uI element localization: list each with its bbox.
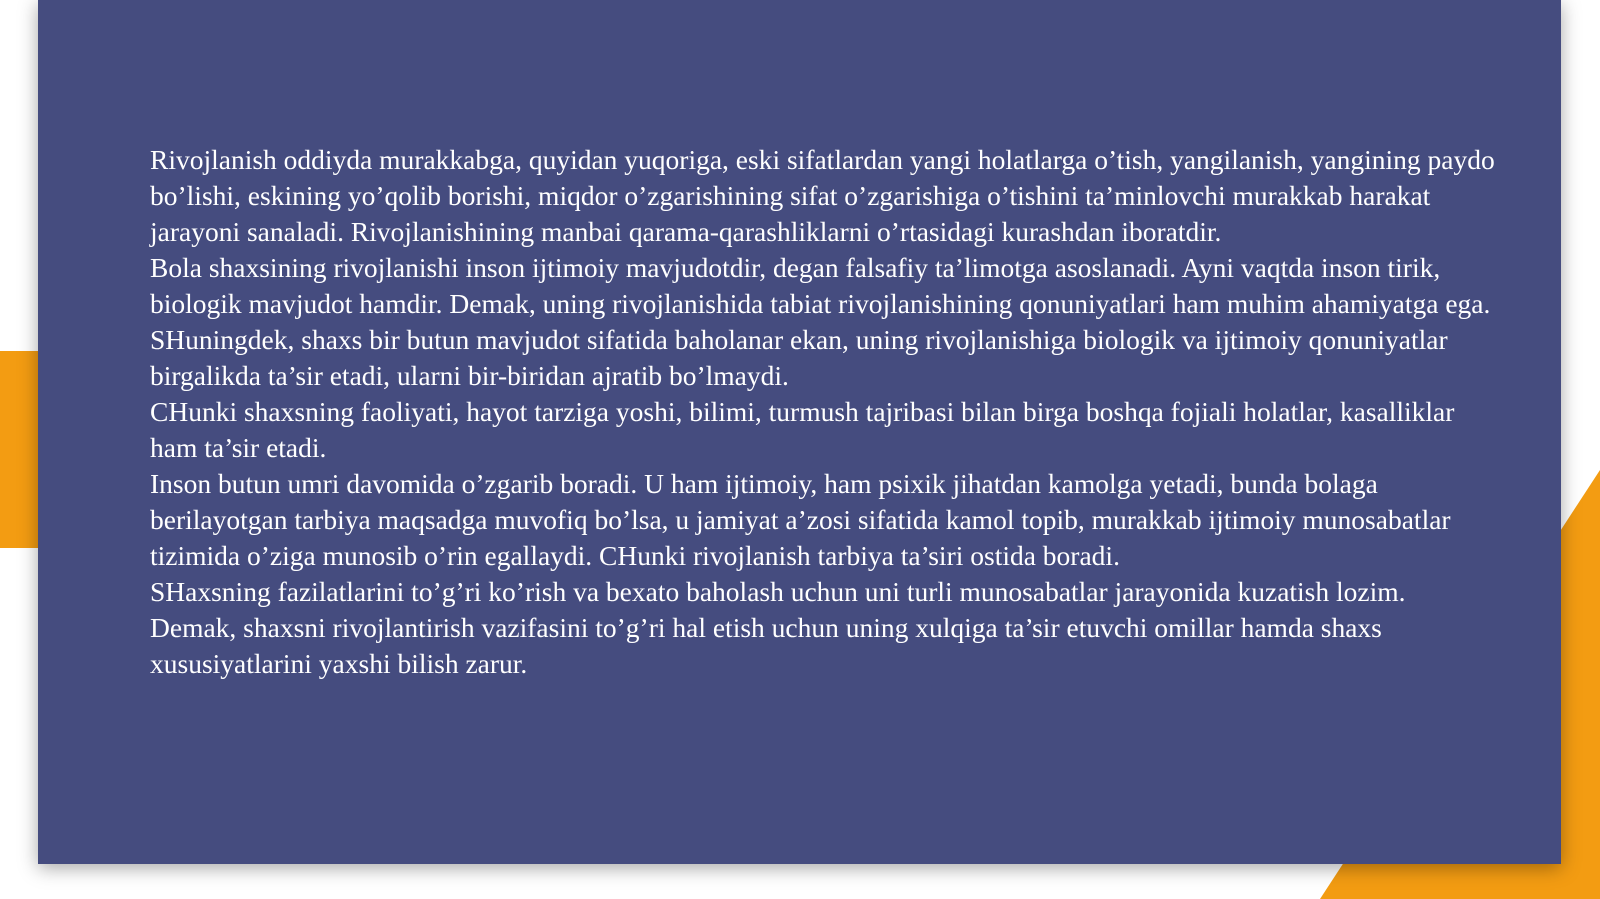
- paragraph-2: Bola shaxsining rivojlanishi inson ijtimoiy mavjudotdir, degan falsafiy ta’limotga asoslanadi. Ayni vaqtda inson tirik, biologik mavjudot hamdir. Demak, uning rivojlanishida tabiat rivojlanishining qonuniyatlari ham muhim ahamiyatga ega. SHuningdek, shaxs bir butun mavjudot sifatida baholanar ekan, uning rivojlanishiga biologik va ijtimoiy qonuniyatlar birgalikda ta’sir etadi, ularni bir-biridan ajratib bo’lmaydi.: [150, 252, 1491, 391]
- paragraph-6: Demak, shaxsni rivojlantirish vazifasini to’g’ri hal etish uchun uning xulqiga ta’sir etuvchi omillar hamda shaxs xususiyatlarini yaxshi bilish zarur.: [150, 612, 1382, 679]
- paragraph-1: Rivojlanish oddiyda murakkabga, quyidan yuqoriga, eski sifatlardan yangi holatlarga o’tish, yangilanish, yangining paydo bo’lishi, eskining yo’qolib borishi, miqdor o’zgarishining sifat o’zgarishiga o’tishini ta’minlovchi murakkab harakat jarayoni sanaladi. Rivojlanishining manbai qarama-qarashliklarni o’rtasidagi kurashdan iboratdir.: [150, 144, 1495, 247]
- body-text: [150, 142, 1500, 682]
- paragraph-5: SHaxsning fazilatlarini to’g’ri ko’rish va bexato baholash uchun uni turli munosabatlar jarayonida kuzatish lozim.: [150, 576, 1406, 607]
- paragraph-3: CHunki shaxsning faoliyati, hayot tarziga yoshi, bilimi, turmush tajribasi bilan birga boshqa fojiali holatlar, kasalliklar ham ta’sir etadi.: [150, 396, 1455, 463]
- paragraph-4: Inson butun umri davomida o’zgarib boradi. U ham ijtimoiy, ham psixik jihatdan kamolga yetadi, bunda bolaga berilayotgan tarbiya maqsadga muvofiq bo’lsa, u jamiyat a’zosi sifatida kamol topib, murakkab ijtimoiy munosabatlar tizimida o’ziga munosib o’rin egallaydi. CHunki rivojlanish tarbiya ta’siri ostida boradi.: [150, 468, 1451, 571]
